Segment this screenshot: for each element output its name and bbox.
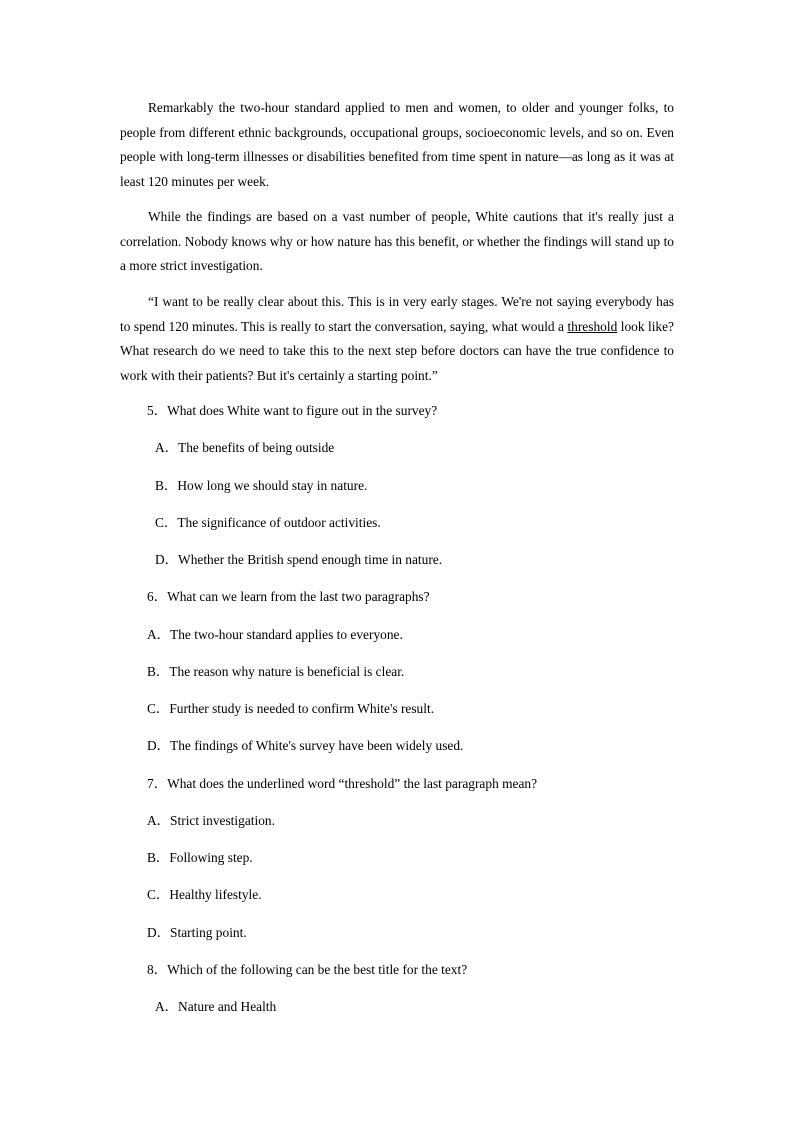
question-6-option-d: D．The findings of White's survey have been widely used. <box>147 738 464 753</box>
question-8-stem: 8．Which of the following can be the best title for the text? <box>147 962 468 977</box>
question-5-option-b: B．How long we should stay in nature. <box>155 478 368 493</box>
question-6-option-b: B．The reason why nature is beneficial is clear. <box>147 664 405 679</box>
question-7-stem: 7．What does the underlined word “threshold” the last paragraph mean? <box>147 776 538 791</box>
passage-paragraph-3 <box>120 290 674 388</box>
question-5-stem: 5．What does White want to figure out in the survey? <box>147 403 438 418</box>
paragraph-3-text-after: look like? What research do we need to take this to the next step before doctors can have the true confidence to work with their patients? But it's certainly a starting point.” <box>120 318 674 383</box>
underlined-word-threshold: threshold <box>567 318 618 334</box>
passage-paragraph-1: Remarkably the two-hour standard applied to men and women, to older and younger folks, to people from different ethnic backgrounds, occupational groups, socioeconomic levels, and so on. Even people with long-term illnesses or disabilities benefited from time spent in nature—as long as it was at least 120 minutes per week. <box>120 100 674 189</box>
question-7-option-c: C．Healthy lifestyle. <box>147 887 262 902</box>
question-6-stem: 6．What can we learn from the last two paragraphs? <box>147 589 430 604</box>
question-5-option-c: C．The significance of outdoor activities. <box>155 515 381 530</box>
question-6-option-a: A．The two-hour standard applies to everyone. <box>147 627 403 642</box>
question-7-option-a: A．Strict investigation. <box>147 813 275 828</box>
passage-paragraph-2: While the findings are based on a vast number of people, White cautions that it's really just a correlation. Nobody knows why or how nature has this benefit, or whether the findings will stand up to a more strict investigation. <box>120 209 674 273</box>
question-7-option-d: D．Starting point. <box>147 925 247 940</box>
paragraph-3-text-before: “I want to be really clear about this. This is in very early stages. We're not saying everybody has to spend 120 minutes. This is really to start the conversation, saying, what would a <box>120 294 674 334</box>
question-8-option-a: A．Nature and Health <box>155 999 277 1014</box>
question-7-option-b: B．Following step. <box>147 850 253 865</box>
question-5-option-d: D．Whether the British spend enough time in nature. <box>155 552 443 567</box>
question-6-option-c: C．Further study is needed to confirm White's result. <box>147 701 435 716</box>
question-5-option-a: A．The benefits of being outside <box>155 440 335 455</box>
